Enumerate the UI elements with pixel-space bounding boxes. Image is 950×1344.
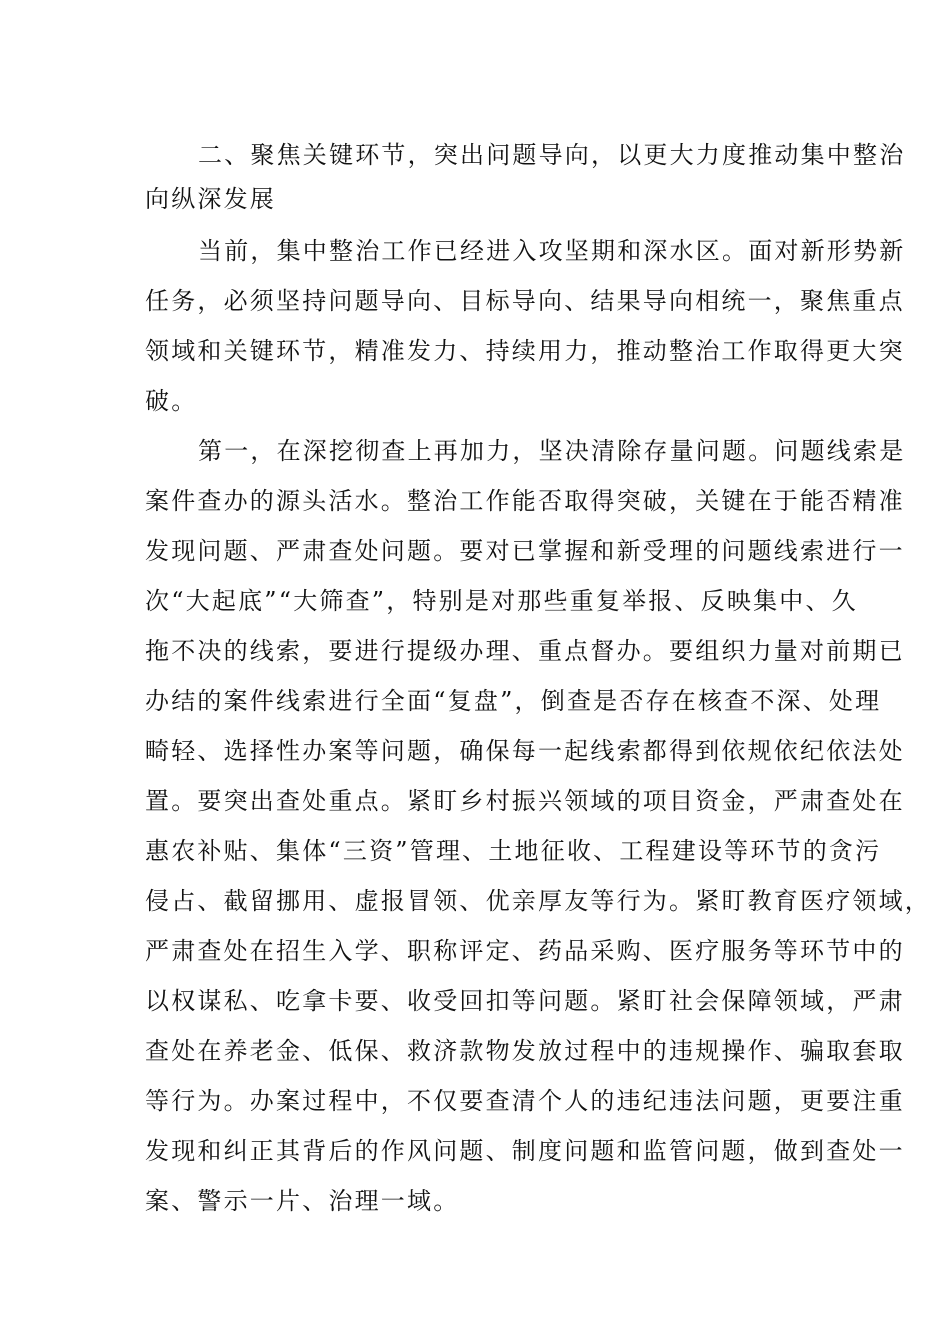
paragraph-line: 次“大起底”“大筛查”，特别是对那些重复举报、反映集中、久 xyxy=(145,587,858,615)
paragraph-line: 任务，必须坚持问题导向、目标导向、结果导向相统一，聚焦重点 xyxy=(145,287,905,315)
paragraph-line: 拖不决的线索，要进行提级办理、重点督办。要组织力量对前期已 xyxy=(145,637,905,665)
paragraph-line: 等行为。办案过程中，不仅要查清个人的违纪违法问题，更要注重 xyxy=(145,1087,905,1115)
paragraph-line: 置。要突出查处重点。紧盯乡村振兴领域的项目资金，严肃查处在 xyxy=(145,787,905,815)
paragraph-line: 严肃查处在招生入学、职称评定、药品采购、医疗服务等环节中的 xyxy=(145,937,905,965)
paragraph-line: 第一，在深挖彻查上再加力，坚决清除存量问题。问题线索是 xyxy=(198,437,906,465)
paragraph-line: 畸轻、选择性办案等问题，确保每一起线索都得到依规依纪依法处 xyxy=(145,737,905,765)
paragraph-line: 案、警示一片、治理一域。 xyxy=(145,1187,460,1215)
paragraph-line: 惠农补贴、集体“三资”管理、土地征收、工程建设等环节的贪污 xyxy=(145,837,882,865)
paragraph-line: 破。 xyxy=(145,387,198,415)
paragraph-line: 办结的案件线索进行全面“复盘”，倒查是否存在核查不深、处理 xyxy=(145,687,882,715)
paragraph-line: 领域和关键环节，精准发力、持续用力，推动整治工作取得更大突 xyxy=(145,337,905,365)
paragraph-line: 案件查办的源头活水。整治工作能否取得突破，关键在于能否精准 xyxy=(145,487,905,515)
heading-line: 二、聚焦关键环节，突出问题导向，以更大力度推动集中整治 xyxy=(198,141,906,169)
paragraph-line: 查处在养老金、低保、救济款物发放过程中的违规操作、骗取套取 xyxy=(145,1037,905,1065)
paragraph-line: 以权谋私、吃拿卡要、收受回扣等问题。紧盯社会保障领域，严肃 xyxy=(145,987,905,1015)
paragraph-line: 侵占、截留挪用、虚报冒领、优亲厚友等行为。紧盯教育医疗领域， xyxy=(145,887,931,915)
paragraph-line: 发现问题、严肃查处问题。要对已掌握和新受理的问题线索进行一 xyxy=(145,537,905,565)
paragraph-line: 发现和纠正其背后的作风问题、制度问题和监管问题，做到查处一 xyxy=(145,1137,905,1165)
paragraph-line: 当前，集中整治工作已经进入攻坚期和深水区。面对新形势新 xyxy=(198,237,906,265)
heading-line: 向纵深发展 xyxy=(145,185,276,213)
